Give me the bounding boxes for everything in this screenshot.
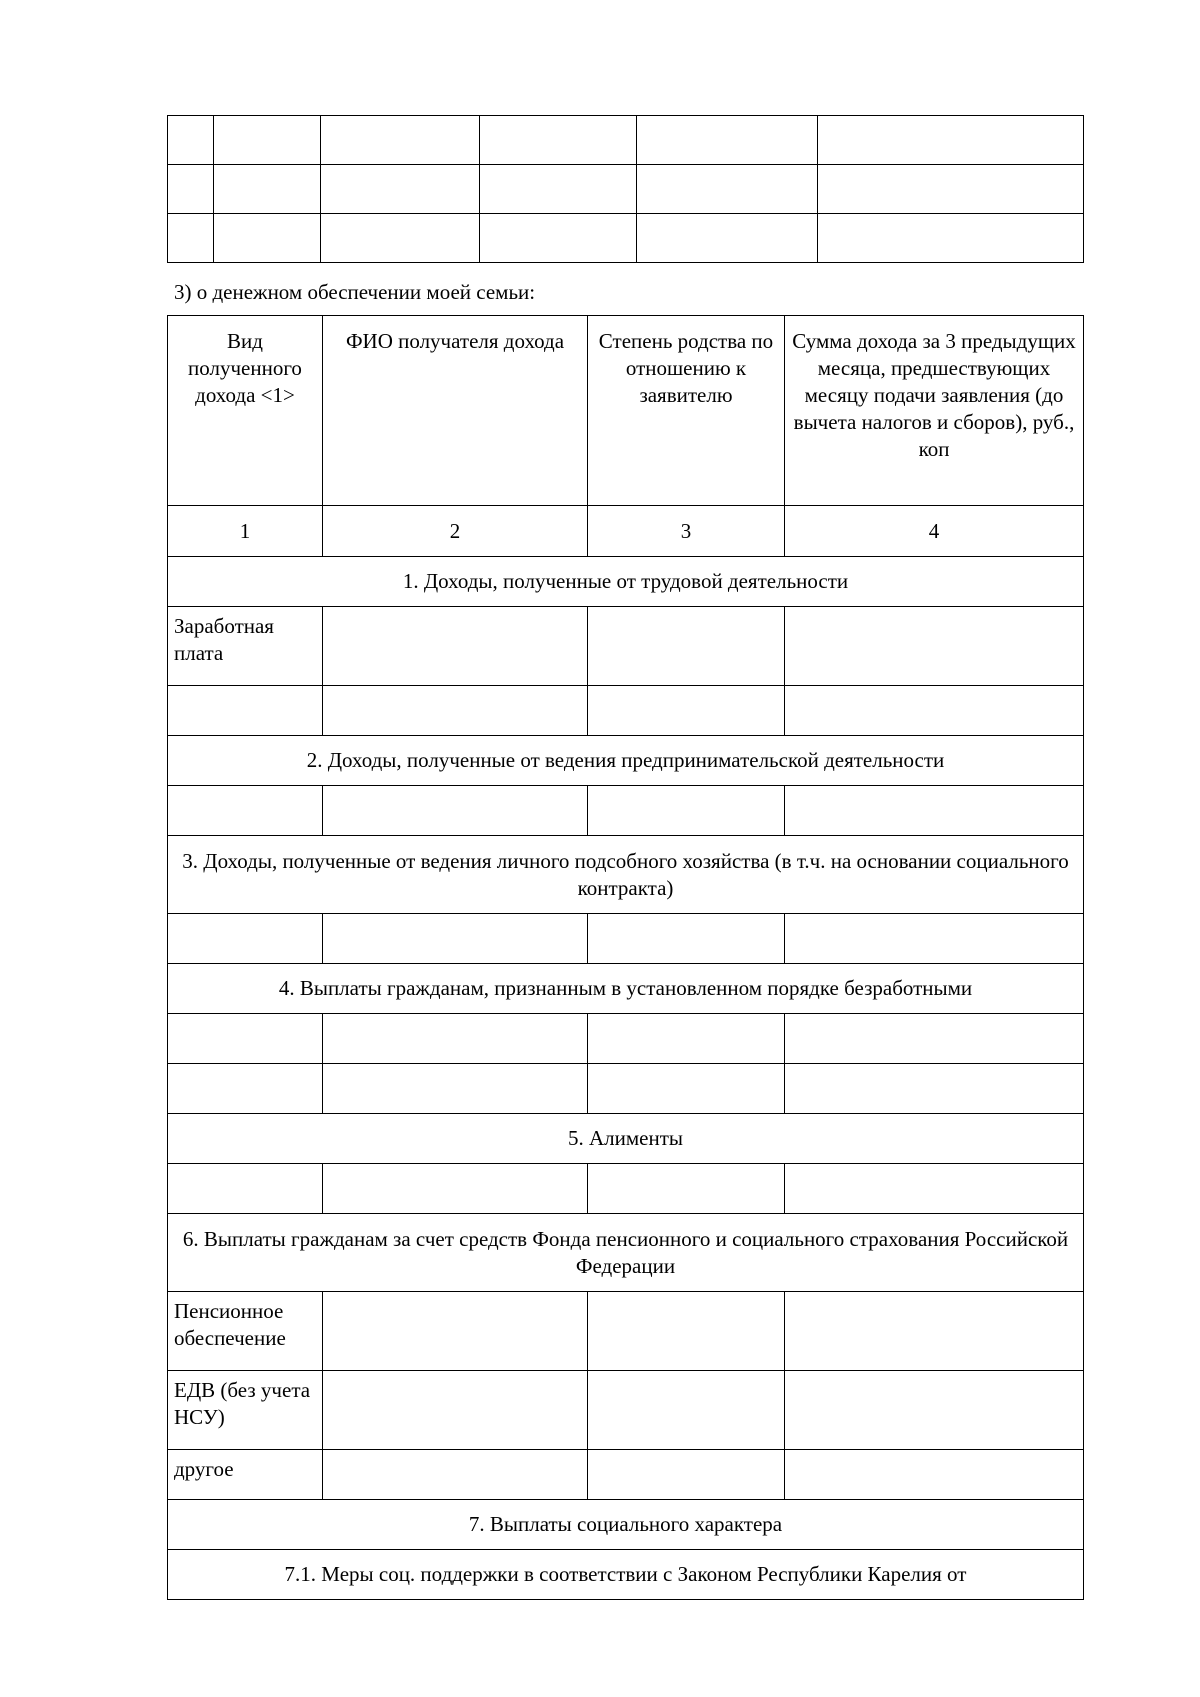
input-cell[interactable]: [785, 1292, 1084, 1371]
table-cell: [214, 214, 321, 263]
table-cell: [480, 214, 637, 263]
section-heading-household-income: 3. Доходы, полученные от ведения личного подсобного хозяйства (в т.ч. на основании социального контракта): [168, 836, 1084, 914]
section-heading-alimony: 5. Алименты: [168, 1114, 1084, 1164]
input-cell[interactable]: [785, 607, 1084, 686]
table-row: [168, 786, 1084, 836]
input-cell[interactable]: [168, 786, 323, 836]
section-row: [168, 836, 1084, 914]
table-cell: [168, 116, 214, 165]
table-row: [168, 914, 1084, 964]
input-cell[interactable]: [785, 1450, 1084, 1500]
input-cell[interactable]: [785, 914, 1084, 964]
input-cell[interactable]: [323, 1450, 588, 1500]
table-cell: [637, 116, 818, 165]
table-cell: [321, 165, 480, 214]
row-label-pension: Пенсионное обеспечение: [168, 1292, 323, 1371]
previous-table-continuation: [167, 115, 1084, 263]
column-number: 3: [588, 506, 785, 557]
input-cell[interactable]: [785, 686, 1084, 736]
input-cell[interactable]: [588, 1164, 785, 1214]
table-cell: [168, 165, 214, 214]
table-row: [168, 165, 1084, 214]
section-heading-business-income: 2. Доходы, полученные от ведения предпринимательской деятельности: [168, 736, 1084, 786]
table-cell: [480, 116, 637, 165]
row-label-other: другое: [168, 1450, 323, 1500]
column-number: 4: [785, 506, 1084, 557]
table-cell: [321, 214, 480, 263]
table-row: [168, 607, 1084, 686]
input-cell[interactable]: [588, 786, 785, 836]
header-income-type: Вид полученного дохода <1>: [168, 316, 323, 506]
table-row: [168, 214, 1084, 263]
input-cell[interactable]: [323, 607, 588, 686]
input-cell[interactable]: [323, 1371, 588, 1450]
table-row: [168, 1292, 1084, 1371]
table-cell: [214, 165, 321, 214]
input-cell[interactable]: [323, 914, 588, 964]
input-cell[interactable]: [785, 1371, 1084, 1450]
input-cell[interactable]: [168, 914, 323, 964]
table-row: [168, 1450, 1084, 1500]
input-cell[interactable]: [323, 1014, 588, 1064]
section-heading-social-payments: 7. Выплаты социального характера: [168, 1500, 1084, 1550]
section-row: [168, 964, 1084, 1014]
table-cell: [214, 116, 321, 165]
section-row: [168, 1500, 1084, 1550]
table-cell: [818, 214, 1084, 263]
section-row: [168, 557, 1084, 607]
table-cell: [168, 214, 214, 263]
input-cell[interactable]: [588, 1371, 785, 1450]
input-cell[interactable]: [588, 1064, 785, 1114]
input-cell[interactable]: [323, 686, 588, 736]
family-income-table: [167, 315, 1084, 1600]
input-cell[interactable]: [323, 1064, 588, 1114]
header-relationship: Степень родства по отношению к заявителю: [588, 316, 785, 506]
input-cell[interactable]: [588, 1014, 785, 1064]
input-cell[interactable]: [168, 1164, 323, 1214]
section-row: [168, 1550, 1084, 1600]
section-row: [168, 736, 1084, 786]
input-cell[interactable]: [168, 686, 323, 736]
table-row: [168, 1164, 1084, 1214]
column-number: 2: [323, 506, 588, 557]
input-cell[interactable]: [323, 1292, 588, 1371]
table-header-row: [168, 316, 1084, 506]
table-cell: [818, 165, 1084, 214]
table-row: [168, 686, 1084, 736]
section-row: [168, 1214, 1084, 1292]
input-cell[interactable]: [588, 1450, 785, 1500]
section-row: [168, 1114, 1084, 1164]
table-row: [168, 1371, 1084, 1450]
input-cell[interactable]: [588, 914, 785, 964]
section-heading-pension-fund-payments: 6. Выплаты гражданам за счет средств Фонда пенсионного и социального страхования Российской Федерации: [168, 1214, 1084, 1292]
input-cell[interactable]: [588, 1292, 785, 1371]
column-number: 1: [168, 506, 323, 557]
table-cell: [480, 165, 637, 214]
row-label-edv: ЕДВ (без учета НСУ): [168, 1371, 323, 1450]
input-cell[interactable]: [168, 1064, 323, 1114]
header-income-amount: Сумма дохода за 3 предыдущих месяца, предшествующих месяцу подачи заявления (до вычета налогов и сборов), руб., коп: [785, 316, 1084, 506]
section-heading-labor-income: 1. Доходы, полученные от трудовой деятельности: [168, 557, 1084, 607]
input-cell[interactable]: [785, 1014, 1084, 1064]
input-cell[interactable]: [785, 1164, 1084, 1214]
input-cell[interactable]: [168, 1014, 323, 1064]
table-cell: [637, 214, 818, 263]
column-number-row: [168, 506, 1084, 557]
table-row: [168, 116, 1084, 165]
section-intro-line: 3) о денежном обеспечении моей семьи:: [174, 280, 536, 304]
input-cell[interactable]: [785, 786, 1084, 836]
input-cell[interactable]: [588, 607, 785, 686]
table-cell: [321, 116, 480, 165]
input-cell[interactable]: [323, 1164, 588, 1214]
section-heading-unemployment-payments: 4. Выплаты гражданам, признанным в установленном порядке безработными: [168, 964, 1084, 1014]
table-cell: [818, 116, 1084, 165]
input-cell[interactable]: [323, 786, 588, 836]
header-recipient-name: ФИО получателя дохода: [323, 316, 588, 506]
subsection-heading-social-support: 7.1. Меры соц. поддержки в соответствии с Законом Республики Карелия от: [168, 1550, 1084, 1600]
row-label-salary: Заработная плата: [168, 607, 323, 686]
table-row: [168, 1064, 1084, 1114]
table-cell: [637, 165, 818, 214]
table-row: [168, 1014, 1084, 1064]
input-cell[interactable]: [588, 686, 785, 736]
input-cell[interactable]: [785, 1064, 1084, 1114]
